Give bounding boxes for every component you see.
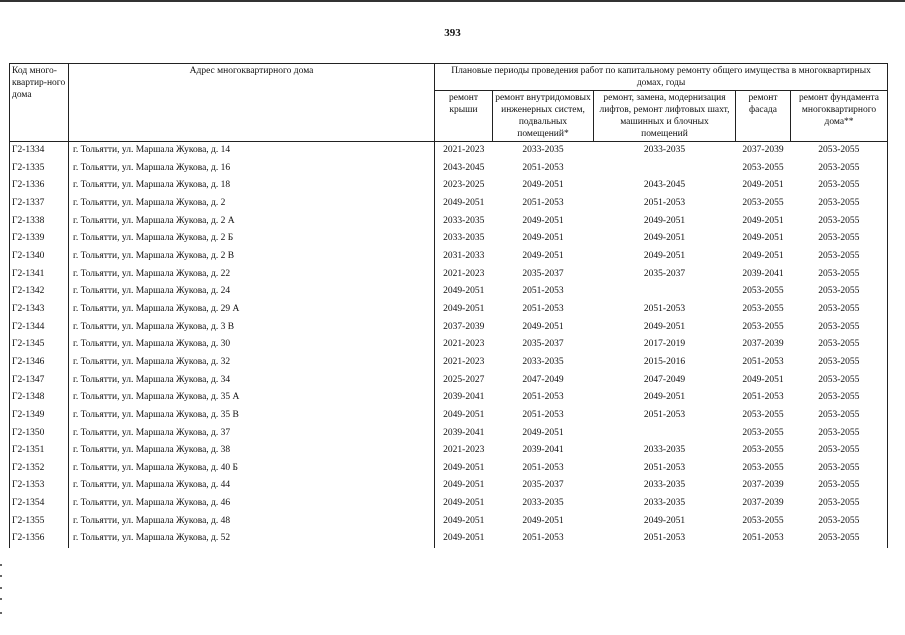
table-row <box>10 372 888 390</box>
cell-address: г. Тольятти, ул. Маршала Жукова, д. 37 <box>69 425 435 443</box>
cell-engineering: 2049-2051 <box>522 233 564 244</box>
cell-address: г. Тольятти, ул. Маршала Жукова, д. 35 В <box>69 407 435 425</box>
cell-foundation: 2053-2055 <box>791 142 888 160</box>
header-address: Адрес многоквартирного дома <box>69 64 435 142</box>
cell-roof: 2021-2023 <box>435 442 493 460</box>
cell-elevators <box>594 283 736 301</box>
table-row <box>10 160 888 178</box>
cell-foundation: 2053-2055 <box>791 301 888 319</box>
cell-facade: 2049-2051 <box>742 250 784 261</box>
table-row <box>10 266 888 284</box>
cell-foundation: 2053-2055 <box>791 530 888 548</box>
cell-address: г. Тольятти, ул. Маршала Жукова, д. 32 <box>69 354 435 372</box>
cell-engineering: 2035-2037 <box>522 268 564 279</box>
cell-engineering: 2051-2053 <box>522 286 564 297</box>
cell-engineering: 2051-2053 <box>522 162 564 173</box>
cell-engineering: 2033-2035 <box>522 356 564 367</box>
table-row <box>10 477 888 495</box>
header-roof: ремонт крыши <box>435 91 493 142</box>
cell-engineering: 2033-2035 <box>493 142 594 160</box>
cell-code: Г2-1347 <box>10 372 69 390</box>
cell-address: г. Тольятти, ул. Маршала Жукова, д. 2 <box>69 195 435 213</box>
cell-code: Г2-1355 <box>10 513 69 531</box>
cell-facade: 2037-2039 <box>736 142 791 160</box>
cell-roof: 2037-2039 <box>435 319 493 337</box>
table-row <box>10 213 888 231</box>
cell-code: Г2-1345 <box>10 336 69 354</box>
cell-code: Г2-1336 <box>10 177 69 195</box>
cell-foundation: 2053-2055 <box>791 195 888 213</box>
cell-foundation: 2053-2055 <box>791 442 888 460</box>
cell-engineering: 2049-2051 <box>522 215 564 226</box>
cell-address: г. Тольятти, ул. Маршала Жукова, д. 2 А <box>69 213 435 231</box>
cell-engineering: 2051-2053 <box>522 392 564 403</box>
cell-elevators: 2035-2037 <box>643 268 686 279</box>
cell-foundation: 2053-2055 <box>791 248 888 266</box>
cell-facade: 2051-2053 <box>742 356 784 367</box>
cell-facade: 2053-2055 <box>742 162 784 173</box>
cell-engineering: 2051-2053 <box>522 303 564 314</box>
cell-roof: 2049-2051 <box>435 195 493 213</box>
cell-foundation: 2053-2055 <box>791 495 888 513</box>
cell-elevators: 2033-2035 <box>643 480 686 491</box>
cell-foundation: 2053-2055 <box>791 177 888 195</box>
cell-facade: 2037-2039 <box>742 339 784 350</box>
cell-foundation: 2053-2055 <box>791 513 888 531</box>
cell-foundation: 2053-2055 <box>791 266 888 284</box>
cell-roof: 2049-2051 <box>435 407 493 425</box>
header-elevators: ремонт, замена, модернизация лифтов, ремонт лифтовых шахт, машинных и блочных помещений <box>594 91 736 142</box>
cell-facade: 2049-2051 <box>742 215 784 226</box>
cell-elevators: 2049-2051 <box>643 233 686 244</box>
cell-foundation: 2053-2055 <box>791 213 888 231</box>
cell-foundation: 2053-2055 <box>791 425 888 443</box>
cell-elevators: 2051-2053 <box>643 409 686 420</box>
cell-address: г. Тольятти, ул. Маршала Жукова, д. 34 <box>69 372 435 390</box>
cell-roof: 2049-2051 <box>435 495 493 513</box>
cell-foundation: 2053-2055 <box>791 477 888 495</box>
cell-code: Г2-1350 <box>10 425 69 443</box>
cell-code: Г2-1354 <box>10 495 69 513</box>
cell-foundation: 2053-2055 <box>791 389 888 407</box>
cell-foundation: 2053-2055 <box>791 319 888 337</box>
cell-facade: 2053-2055 <box>742 197 784 208</box>
cell-roof: 2033-2035 <box>435 213 493 231</box>
table-row <box>10 177 888 195</box>
table-row <box>10 354 888 372</box>
cell-code: Г2-1349 <box>10 407 69 425</box>
cell-address: г. Тольятти, ул. Маршала Жукова, д. 52 <box>69 530 435 548</box>
cell-facade: 2039-2041 <box>742 268 784 279</box>
cell-roof: 2049-2051 <box>435 477 493 495</box>
cell-foundation: 2053-2055 <box>791 230 888 248</box>
cell-code: Г2-1356 <box>10 530 69 548</box>
header-foundation: ремонт фундамента многоквартирного дома** <box>791 91 888 142</box>
cell-facade: 2053-2055 <box>742 515 784 526</box>
cell-elevators: 2049-2051 <box>643 515 686 526</box>
cell-foundation: 2053-2055 <box>791 407 888 425</box>
cell-engineering: 2033-2035 <box>522 498 564 509</box>
table-row <box>10 319 888 337</box>
table-row <box>10 425 888 443</box>
cell-code: Г2-1337 <box>10 195 69 213</box>
cell-address: г. Тольятти, ул. Маршала Жукова, д. 22 <box>69 266 435 284</box>
cell-code: Г2-1353 <box>10 477 69 495</box>
cell-address: г. Тольятти, ул. Маршала Жукова, д. 18 <box>69 177 435 195</box>
cell-engineering: 2049-2051 <box>522 180 564 191</box>
cell-elevators: 2049-2051 <box>643 392 686 403</box>
cell-elevators: 2047-2049 <box>643 374 686 385</box>
cell-facade: 2051-2053 <box>742 392 784 403</box>
cell-code: Г2-1340 <box>10 248 69 266</box>
cell-elevators: 2015-2016 <box>643 356 686 367</box>
cell-address: г. Тольятти, ул. Маршала Жукова, д. 3 В <box>69 319 435 337</box>
cell-address: г. Тольятти, ул. Маршала Жукова, д. 29 А <box>69 301 435 319</box>
cell-engineering: 2051-2053 <box>522 409 564 420</box>
table-row <box>10 513 888 531</box>
cell-code: Г2-1335 <box>10 160 69 178</box>
cell-elevators: 2033-2035 <box>594 142 736 160</box>
table-row <box>10 248 888 266</box>
header-periods-group: Плановые периоды проведения работ по капитальному ремонту общего имущества в многоквартирных домах, годы <box>435 64 888 91</box>
table-row <box>10 142 888 160</box>
cell-facade: 2037-2039 <box>742 480 784 491</box>
cell-address: г. Тольятти, ул. Маршала Жукова, д. 46 <box>69 495 435 513</box>
cell-elevators: 2049-2051 <box>643 215 686 226</box>
cell-facade: 2053-2055 <box>742 445 784 456</box>
cell-facade: 2037-2039 <box>742 498 784 509</box>
cell-code: Г2-1352 <box>10 460 69 478</box>
table-row <box>10 442 888 460</box>
cell-engineering: 2051-2053 <box>522 533 564 544</box>
cell-code: Г2-1351 <box>10 442 69 460</box>
cell-elevators: 2051-2053 <box>643 533 686 544</box>
cell-roof: 2021-2023 <box>435 336 493 354</box>
cell-roof: 2049-2051 <box>435 283 493 301</box>
cell-address: г. Тольятти, ул. Маршала Жукова, д. 30 <box>69 336 435 354</box>
table-row <box>10 460 888 478</box>
cell-code: Г2-1341 <box>10 266 69 284</box>
cell-elevators: 2049-2051 <box>643 321 686 332</box>
table-row <box>10 283 888 301</box>
cell-roof: 2021-2023 <box>435 142 493 160</box>
cell-roof: 2025-2027 <box>435 372 493 390</box>
cell-roof: 2039-2041 <box>435 425 493 443</box>
cell-engineering: 2035-2037 <box>522 339 564 350</box>
cell-address: г. Тольятти, ул. Маршала Жукова, д. 14 <box>69 142 435 160</box>
cell-code: Г2-1344 <box>10 319 69 337</box>
cell-engineering: 2051-2053 <box>522 462 564 473</box>
cell-facade: 2049-2051 <box>742 233 784 244</box>
cell-engineering: 2049-2051 <box>522 515 564 526</box>
cell-elevators <box>594 160 736 178</box>
cell-roof: 2049-2051 <box>435 530 493 548</box>
cell-code: Г2-1334 <box>10 142 69 160</box>
cell-facade: 2053-2055 <box>742 427 784 438</box>
cell-roof: 2049-2051 <box>435 460 493 478</box>
table-row <box>10 530 888 548</box>
cell-address: г. Тольятти, ул. Маршала Жукова, д. 40 Б <box>69 460 435 478</box>
cell-engineering: 2049-2051 <box>522 427 564 438</box>
cell-code: Г2-1348 <box>10 389 69 407</box>
cell-roof: 2021-2023 <box>435 354 493 372</box>
cell-elevators: 2043-2045 <box>643 180 686 191</box>
cell-code: Г2-1346 <box>10 354 69 372</box>
cell-code: Г2-1339 <box>10 230 69 248</box>
cell-foundation: 2053-2055 <box>791 460 888 478</box>
cell-address: г. Тольятти, ул. Маршала Жукова, д. 2 В <box>69 248 435 266</box>
cell-facade: 2053-2055 <box>742 409 784 420</box>
cell-elevators: 2051-2053 <box>643 303 686 314</box>
cell-elevators: 2049-2051 <box>643 250 686 261</box>
cell-address: г. Тольятти, ул. Маршала Жукова, д. 44 <box>69 477 435 495</box>
cell-address: г. Тольятти, ул. Маршала Жукова, д. 38 <box>69 442 435 460</box>
header-facade: ремонт фасада <box>736 91 791 142</box>
cell-engineering: 2049-2051 <box>522 321 564 332</box>
cell-elevators: 2051-2053 <box>643 462 686 473</box>
cell-roof: 2033-2035 <box>435 230 493 248</box>
header-engineering: ремонт внутридомовых инженерных систем, подвальных помещений* <box>493 91 594 142</box>
cell-address: г. Тольятти, ул. Маршала Жукова, д. 2 Б <box>69 230 435 248</box>
cell-facade: 2053-2055 <box>742 321 784 332</box>
table-row <box>10 195 888 213</box>
scan-edge-marks <box>0 560 4 630</box>
cell-facade: 2049-2051 <box>742 374 784 385</box>
cell-foundation: 2053-2055 <box>791 372 888 390</box>
cell-foundation: 2053-2055 <box>791 160 888 178</box>
cell-facade: 2053-2055 <box>742 462 784 473</box>
cell-code: Г2-1343 <box>10 301 69 319</box>
cell-address: г. Тольятти, ул. Маршала Жукова, д. 48 <box>69 513 435 531</box>
cell-engineering: 2051-2053 <box>522 197 564 208</box>
cell-facade: 2053-2055 <box>742 303 784 314</box>
cell-code: Г2-1342 <box>10 283 69 301</box>
cell-engineering: 2047-2049 <box>522 374 564 385</box>
page-number: 393 <box>444 27 461 39</box>
cell-roof: 2049-2051 <box>435 301 493 319</box>
cell-foundation: 2053-2055 <box>791 354 888 372</box>
cell-elevators: 2033-2035 <box>643 498 686 509</box>
cell-roof: 2049-2051 <box>435 513 493 531</box>
cell-roof: 2031-2033 <box>435 248 493 266</box>
cell-elevators <box>594 425 736 443</box>
cell-roof: 2021-2023 <box>435 266 493 284</box>
table-row <box>10 336 888 354</box>
cell-address: г. Тольятти, ул. Маршала Жукова, д. 16 <box>69 160 435 178</box>
cell-roof: 2043-2045 <box>435 160 493 178</box>
table-row <box>10 230 888 248</box>
table-row <box>10 407 888 425</box>
table-row <box>10 389 888 407</box>
table-row <box>10 301 888 319</box>
cell-engineering: 2039-2041 <box>522 445 564 456</box>
cell-facade: 2051-2053 <box>742 533 784 544</box>
table-row <box>10 495 888 513</box>
header-code: Код много-квартир-ного дома <box>10 64 69 142</box>
cell-foundation: 2053-2055 <box>791 336 888 354</box>
cell-facade: 2053-2055 <box>742 286 784 297</box>
cell-address: г. Тольятти, ул. Маршала Жукова, д. 24 <box>69 283 435 301</box>
cell-elevators: 2017-2019 <box>643 339 686 350</box>
cell-facade: 2049-2051 <box>742 180 784 191</box>
cell-elevators: 2033-2035 <box>643 445 686 456</box>
cell-roof: 2039-2041 <box>435 389 493 407</box>
table-body <box>10 142 888 549</box>
cell-elevators: 2051-2053 <box>643 197 686 208</box>
cell-foundation: 2053-2055 <box>791 283 888 301</box>
capital-repair-table <box>9 63 888 548</box>
cell-address: г. Тольятти, ул. Маршала Жукова, д. 35 А <box>69 389 435 407</box>
cell-roof: 2023-2025 <box>435 177 493 195</box>
cell-code: Г2-1338 <box>10 213 69 231</box>
cell-engineering: 2035-2037 <box>522 480 564 491</box>
top-rule <box>0 0 905 2</box>
cell-engineering: 2049-2051 <box>522 250 564 261</box>
